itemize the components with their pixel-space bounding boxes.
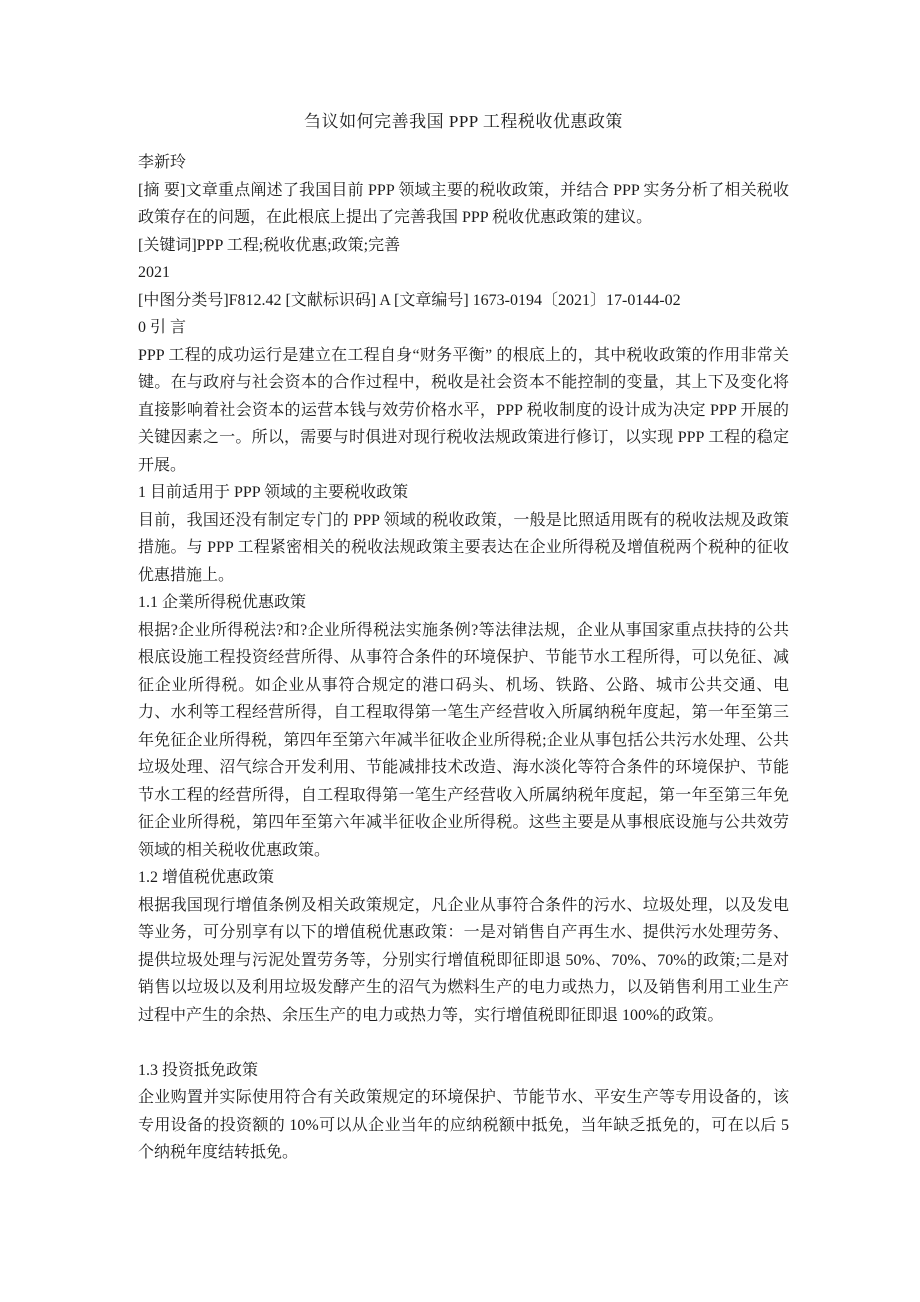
section-heading-investment-credit: 1.3 投资抵免政策: [138, 1061, 259, 1079]
section-heading-income-tax: 1.1 企業所得税优惠政策: [138, 594, 307, 611]
section-paragraph-investment-credit: 企业购置并实际使用符合有关政策规定的环境保护、节能节水、平安生产等专用设备的，该专用设备的投资额的 10%可以从企业当年的应纳税额中抵免，当年缺乏抵免的，可在以后 5 个纳税年度结转抵免。: [138, 1089, 793, 1161]
section-heading-vat: 1.2 增值税优惠政策: [138, 869, 275, 886]
section-heading-introduction: 0 引 言: [138, 319, 187, 336]
section-paragraph-vat: 根据我国现行增值条例及相关政策规定，凡企业从事符合条件的污水、垃圾处理，以及发电等业务，可分别享有以下的增值税优惠政策：一是对销售自产再生水、提供污水处理劳务、提供垃圾处理与污泥处置劳务等，分别实行增值税即征即退 50%、70%、70%的政策;二是对销售以垃圾以及利用垃圾发酵产生的沼气为燃料生产的电力或热力，以及销售利用工业生产过程中产生的余热、余压生产的电力或热力等，实行增值税即征即退 100%的政策。: [138, 896, 789, 1024]
section-heading-current-policies: 1 目前适用于 PPP 领域的主要税收政策: [138, 484, 409, 501]
abstract-paragraph: [摘 要]文章重点阐述了我国目前 PPP 领域主要的税收政策，并结合 PPP 实务分析了相关税收政策存在的问题，在此根底上提出了完善我国 PPP 税收优惠政策的建议。: [138, 181, 789, 226]
section-paragraph-introduction: PPP 工程的成功运行是建立在工程自身“财务平衡” 的根底上的，其中税收政策的作用非常关键。在与政府与社会资本的合作过程中，税收是社会资本不能控制的变量，其上下及变化将直接影响着社会资本的运营本钱与效劳价格水平，PPP 税收制度的设计成为决定 PPP 开展的关键因素之一。所以，需要与时俱进对现行税收法规政策进行修订，以实现 PPP 工程的稳定开展。: [138, 346, 789, 474]
section-paragraph-income-tax: 根据?企业所得税法?和?企业所得税法实施条例?等法律法规，企业从事国家重点扶持的公共根底设施工程投资经营所得、从事符合条件的环境保护、节能节水工程所得，可以免征、减征企业所得税。如企业从事符合规定的港口码头、机场、铁路、公路、城市公共交通、电力、水利等工程经营所得，自工程取得第一笔生产经营收入所属纳税年度起，第一年至第三年免征企业所得税，第四年至第六年减半征收企业所得税;企业从事包括公共污水处理、公共垃圾处理、沼气综合开发利用、节能减排技术改造、海水淡化等符合条件的环境保护、节能节水工程的经营所得，自工程取得第一笔生产经营收入所属纳税年度起，第一年至第三年免征企业所得税，第四年至第六年减半征收企业所得税。这些主要是从事根底设施与公共效劳领域的相关税收优惠政策。: [138, 621, 789, 859]
document-title: 刍议如何完善我国 PPP 工程税收优惠政策: [304, 112, 623, 131]
keywords-line: [关键词]PPP 工程;税收优惠;政策;完善: [138, 236, 401, 254]
author-name: 李新玲: [138, 154, 187, 171]
classification-meta-line: [中图分类号]F812.42 [文献标识码] A [文章编号] 1673-0194〔2021〕17-0144-02: [138, 291, 681, 309]
section-paragraph-current-policies: 目前，我国还没有制定专门的 PPP 领域的税收政策，一般是比照适用既有的税收法规及政策措施。与 PPP 工程紧密相关的税收法规政策主要表达在企业所得税及增值税两个税种的征收优惠措施上。: [138, 511, 789, 584]
year-line: 2021: [138, 264, 170, 281]
